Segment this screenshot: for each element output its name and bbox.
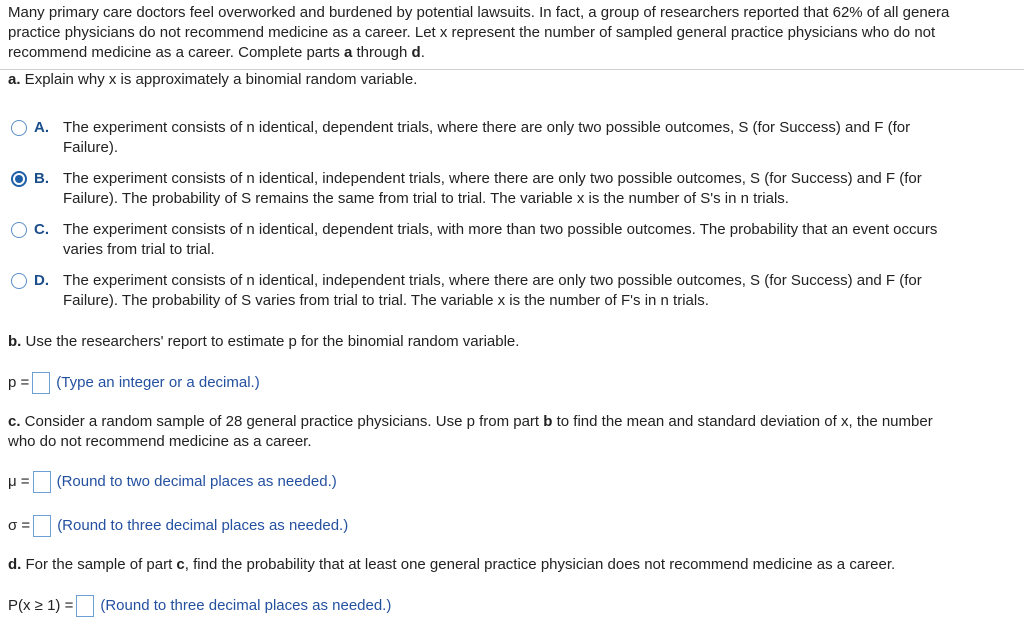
part-c-text-2: to find the mean and standard deviation of x, the number (552, 413, 933, 430)
option-d-line-2: Failure). The probability of S varies from trial to trial. The variable x is the number of F's in n trials. (63, 292, 709, 309)
p-label: p = (8, 374, 30, 391)
sigma-input[interactable] (33, 515, 51, 537)
intro-part-a-ref: a (343, 44, 353, 61)
option-c-letter: C. (34, 221, 49, 238)
problem-statement (8, 3, 1024, 63)
part-c-label: c. (8, 413, 21, 430)
part-a-question (8, 70, 417, 90)
option-d[interactable] (8, 271, 1018, 311)
option-d-line-1: The experiment consists of n identical, independent trials, where there are only two possible outcomes, S (for Success) and F (for (63, 272, 922, 289)
p-hint: (Type an integer or a decimal.) (56, 374, 260, 391)
option-d-radio[interactable] (11, 273, 27, 289)
part-b-question (8, 332, 519, 352)
probability-answer-row (8, 594, 391, 618)
option-d-text (63, 271, 1013, 311)
option-c[interactable] (8, 220, 1018, 260)
part-d-part-c-ref: c (176, 556, 185, 573)
option-c-radio[interactable] (11, 222, 27, 238)
part-c-text-1: Consider a random sample of 28 general practice physicians. Use p from part (20, 413, 544, 430)
option-b-text (63, 169, 1013, 209)
p-answer-row (8, 371, 260, 395)
intro-line-3-mid: through (352, 44, 412, 61)
part-b-text: Use the researchers' report to estimate p for the binomial random variable. (21, 333, 520, 350)
probability-label: P(x ≥ 1) = (8, 597, 74, 614)
part-d-question (8, 555, 895, 575)
part-b-label: b. (8, 333, 22, 350)
option-a[interactable] (8, 118, 1018, 158)
option-a-line-2: Failure). (63, 139, 119, 156)
option-c-line-1: The experiment consists of n identical, dependent trials, with more than two possible outcomes. The probability that an event occurs (63, 221, 938, 238)
part-a-text: Explain why x is approximately a binomial random variable. (20, 71, 418, 88)
part-a-label: a. (8, 71, 21, 88)
mu-input[interactable] (33, 471, 51, 493)
intro-line-3 (8, 43, 1024, 63)
option-b-line-2: Failure). The probability of S remains the same from trial to trial. The variable x is the number of S's in n trials. (63, 190, 789, 207)
sigma-hint: (Round to three decimal places as needed.) (57, 517, 349, 534)
option-b-line-1: The experiment consists of n identical, independent trials, where there are only two possible outcomes, S (for Success) and F (for (63, 170, 922, 187)
option-a-radio[interactable] (11, 120, 27, 136)
mu-answer-row (8, 470, 337, 494)
option-b[interactable] (8, 169, 1018, 209)
intro-line-2: practice physicians do not recommend medicine as a career. Let x represent the number of sampled general practice physicians who do not (8, 24, 936, 41)
option-b-radio[interactable] (11, 171, 27, 187)
option-a-letter: A. (34, 119, 49, 136)
mu-hint: (Round to two decimal places as needed.) (56, 473, 337, 490)
option-b-letter: B. (34, 170, 49, 187)
option-c-line-2: varies from trial to trial. (63, 241, 215, 258)
option-c-text (63, 220, 1013, 260)
part-c-part-b-ref: b (543, 413, 553, 430)
probability-hint: (Round to three decimal places as needed.) (100, 597, 392, 614)
intro-line-3-text: recommend medicine as a career. Complete parts (8, 44, 344, 61)
sigma-label: σ = (8, 517, 31, 534)
option-d-letter: D. (34, 272, 49, 289)
option-a-text (63, 118, 1013, 158)
sigma-answer-row (8, 514, 348, 538)
part-c-question-line-2: who do not recommend medicine as a career. (8, 433, 312, 450)
part-d-label: d. (8, 556, 22, 573)
intro-line-3-end: . (420, 44, 425, 61)
part-c-question (8, 412, 933, 432)
probability-input[interactable] (76, 595, 94, 617)
intro-line-1: Many primary care doctors feel overworked and burdened by potential lawsuits. In fact, a group of researchers reported that 62% of all genera (8, 4, 950, 21)
part-d-text-2: , find the probability that at least one general practice physician does not recommend medicine as a career. (184, 556, 896, 573)
mu-label: μ = (8, 473, 30, 490)
intro-part-d-ref: d (411, 44, 421, 61)
option-a-line-1: The experiment consists of n identical, dependent trials, where there are only two possible outcomes, S (for Success) and F (for (63, 119, 911, 136)
part-d-text-1: For the sample of part (21, 556, 177, 573)
p-input[interactable] (32, 372, 50, 394)
